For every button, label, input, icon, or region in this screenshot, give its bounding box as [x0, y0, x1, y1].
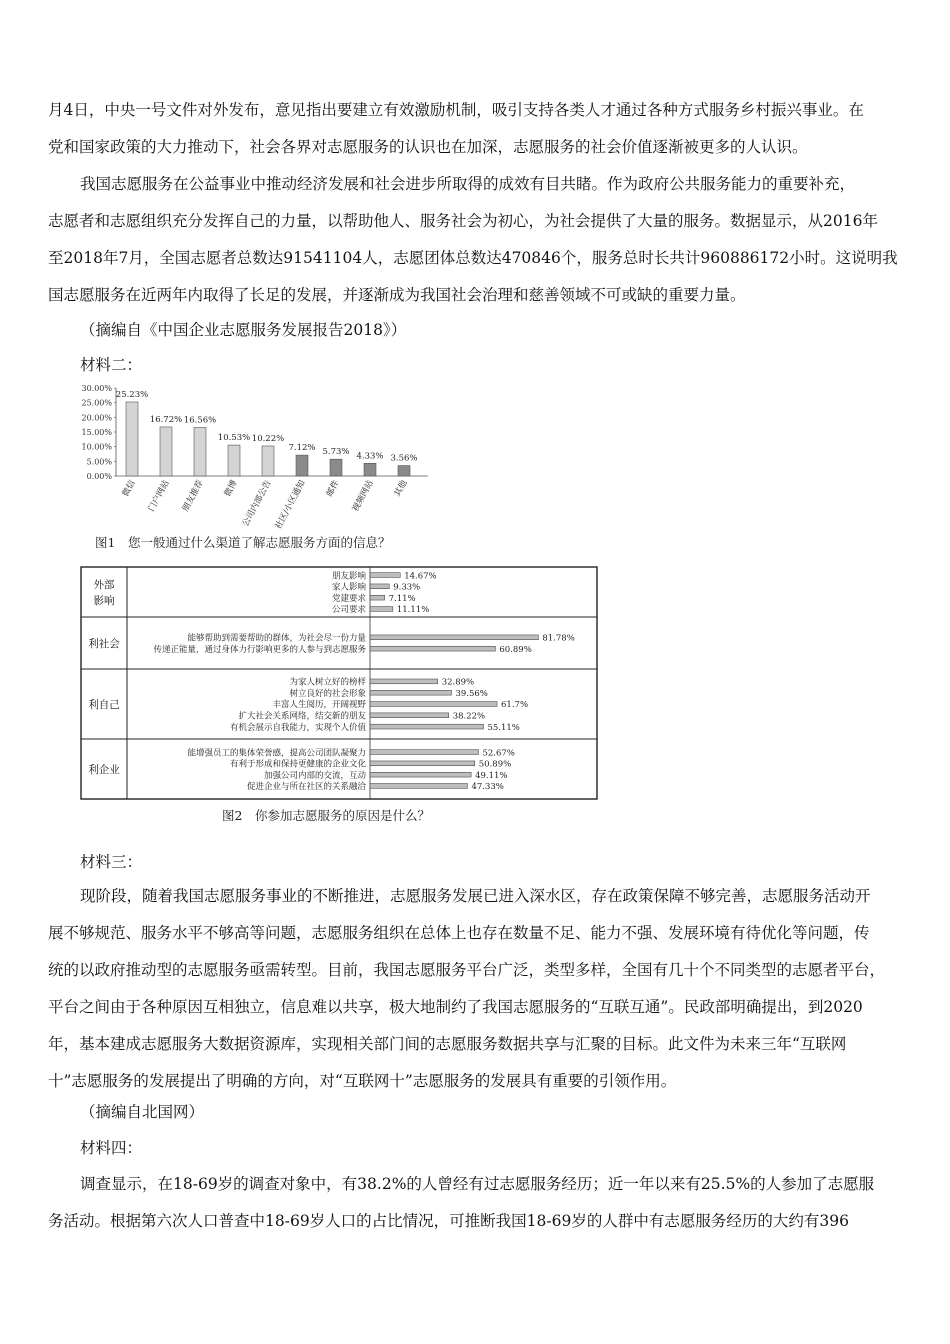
bar-value-label: 4.33% — [356, 451, 384, 462]
item-label: 扩大社会关系网络，结交新的朋友 — [238, 711, 366, 722]
bar — [364, 463, 376, 476]
text-line: 党和国家政策的大力推动下，社会各界对志愿服务的认识也在加深，志愿服务的社会价值逐渐被更多的人认识。 — [48, 138, 808, 156]
bar — [126, 402, 138, 476]
bar-value-label: 61.7% — [501, 700, 529, 711]
text-line: 现阶段，随着我国志愿服务事业的不断推进，志愿服务发展已进入深水区，存在政策保障不够完善，志愿服务活动开 — [80, 887, 871, 905]
bar — [370, 635, 538, 640]
bar — [330, 459, 342, 476]
bar-value-label: 16.56% — [183, 415, 217, 426]
text-line: 调查显示，在18-69岁的调查对象中，有38.2%的人曾经有过志愿服务经历；近一年以来有25.5%的人参加了志愿服 — [80, 1175, 875, 1193]
bar-value-label: 50.89% — [478, 759, 512, 770]
bar-value-label: 38.22% — [452, 711, 486, 722]
item-label: 家人影响 — [331, 582, 366, 593]
bar — [370, 595, 385, 600]
text-line: 至2018年7月，全国志愿者总数达91541104人，志愿团体总数达470846个，服务总时长共计960886172小时。这说明我 — [48, 249, 898, 267]
bar-value-label: 10.22% — [251, 434, 285, 445]
text-line: 平台之间由于各种原因互相独立，信息难以共享，极大地制约了我国志愿服务的“互联互通”。民政部明确提出，到2020 — [48, 998, 863, 1016]
figure-1-bar-chart — [70, 378, 430, 538]
group-label: 利企业 — [88, 764, 120, 776]
text-line: 统的以政府推动型的志愿服务亟需转型。目前，我国志愿服务平台广泛，类型多样，全国有几十个不同类型的志愿者平台， — [48, 961, 886, 979]
group-label: 利社会 — [88, 638, 120, 650]
bar — [370, 772, 471, 777]
paragraph-platforms — [48, 878, 904, 1100]
figure-2-caption: 图2 你参加志愿服务的原因是什么？ — [222, 808, 430, 823]
item-label: 加强公司内部的交流，互动 — [263, 770, 366, 781]
item-label: 为家人树立好的榜样 — [289, 677, 366, 688]
y-tick-label: 5.00% — [86, 457, 112, 467]
bar-value-label: 9.33% — [393, 582, 421, 593]
item-label: 促进企业与所在社区的关系融洽 — [246, 782, 366, 793]
y-tick-label: 30.00% — [81, 384, 112, 393]
x-tick-label: 朋友推荐 — [180, 478, 206, 514]
bar-value-label: 81.78% — [542, 633, 575, 644]
item-label: 有机会展示自我能力，实现个人价值 — [229, 722, 366, 733]
y-tick-label: 0.00% — [86, 472, 112, 481]
item-label: 树立良好的社会形象 — [289, 688, 366, 699]
material-3-heading: 材料三： — [80, 853, 143, 871]
figure-1-caption: 图1 您一般通过什么渠道了解志愿服务方面的信息？ — [95, 535, 391, 550]
bar-value-label: 60.89% — [499, 644, 532, 655]
bar — [398, 466, 410, 476]
text-line: 展不够规范、服务水平不够高等问题，志愿服务组织在总体上也存在数量不足、能力不强、发展环境有待优化等问题，传 — [48, 924, 870, 942]
bar — [370, 750, 478, 755]
bar — [228, 445, 240, 476]
text-line: 年，基本建成志愿服务大数据资源库，实现相关部门间的志愿服务数据共享与汇聚的目标。此文件为未来三年“互联网 — [48, 1035, 847, 1053]
bar — [370, 607, 393, 612]
text-line: 国志愿服务在近两年内取得了长足的发展，并逐渐成为我国社会治理和慈善领域不可或缺的重要力量。 — [48, 286, 746, 304]
x-tick-label: 社区/小区通知 — [273, 478, 308, 531]
bar — [370, 690, 451, 695]
item-label: 公司要求 — [331, 605, 366, 616]
y-tick-label: 20.00% — [81, 413, 112, 423]
item-label: 党建要求 — [331, 593, 366, 604]
bar-value-label: 47.33% — [471, 782, 504, 793]
y-tick-label: 10.00% — [81, 442, 112, 452]
text-line: 务活动。根据第六次人口普查中18-69岁人口的占比情况，可推断我国18-69岁的人群中有志愿服务经历的大约有396 — [48, 1212, 849, 1230]
bar-value-label: 10.53% — [217, 433, 251, 444]
bar-value-label: 49.11% — [475, 770, 508, 781]
source-citation-3: （摘编自北国网） — [80, 1103, 205, 1121]
y-tick-label: 25.00% — [81, 398, 112, 408]
text-line: 月4日，中央一号文件对外发布，意见指出要建立有效激励机制，吸引支持各类人才通过各种方式服务乡村振兴事业。在 — [48, 101, 864, 119]
paragraph-survey — [48, 1166, 904, 1240]
bar — [370, 573, 400, 578]
x-tick-label: 其他 — [392, 478, 410, 499]
bar — [370, 761, 475, 766]
bar — [194, 427, 206, 476]
bar-value-label: 3.56% — [390, 453, 418, 464]
item-label: 传递正能量，通过身体力行影响更多的人参与到志愿服务 — [153, 644, 366, 655]
bar-value-label: 25.23% — [115, 389, 149, 400]
material-4-heading: 材料四： — [80, 1139, 143, 1157]
bar — [160, 427, 172, 476]
bar — [370, 724, 483, 729]
figure-2-bar-chart — [78, 564, 600, 802]
bar — [262, 446, 274, 476]
y-tick-label: 15.00% — [81, 428, 112, 437]
group-label: 利自己 — [88, 699, 120, 711]
text-line: 志愿者和志愿组织充分发挥自己的力量，以帮助他人、服务社会为初心，为社会提供了大量的服务。数据显示，从2016年 — [48, 212, 878, 230]
bar-value-label: 32.89% — [441, 677, 475, 688]
source-citation-1: （摘编自《中国企业志愿服务发展报告2018》） — [80, 321, 407, 339]
bar-value-label: 55.11% — [487, 722, 520, 733]
bar-value-label: 11.11% — [396, 605, 430, 616]
x-tick-label: 微博 — [222, 478, 240, 499]
item-label: 有利于形成和保持更健康的企业文化 — [229, 759, 366, 770]
paragraph-policy — [48, 92, 904, 166]
bar — [370, 646, 495, 651]
bar — [296, 455, 308, 476]
item-label: 能够帮助到需要帮助的群体，为社会尽一份力量 — [187, 633, 366, 644]
x-tick-label: 门户网站 — [146, 478, 172, 514]
x-tick-label: 公司内部公告 — [240, 478, 274, 529]
bar-value-label: 39.56% — [455, 688, 488, 699]
bar-value-label: 7.12% — [288, 443, 316, 454]
bar — [370, 584, 389, 589]
bar — [370, 702, 497, 707]
paragraph-achievements — [48, 166, 904, 314]
material-2-heading: 材料二： — [80, 356, 143, 374]
bar-value-label: 16.72% — [149, 414, 183, 425]
item-label: 能增强员工的集体荣誉感，提高公司团队凝聚力 — [187, 748, 366, 759]
bar-value-label: 14.67% — [404, 571, 437, 582]
group-label: 外部 — [93, 579, 115, 591]
bar — [370, 784, 467, 789]
x-tick-label: 视频网站 — [350, 478, 376, 514]
x-tick-label: 微信 — [120, 478, 138, 499]
item-label: 朋友影响 — [331, 571, 366, 582]
text-line: 我国志愿服务在公益事业中推动经济发展和社会进步所取得的成效有目共睹。作为政府公共服务能力的重要补充， — [80, 175, 856, 193]
bar — [370, 713, 449, 718]
bar-value-label: 52.67% — [482, 748, 515, 759]
x-tick-label: 邮件 — [324, 478, 342, 499]
item-label: 丰富人生阅历，开阔视野 — [272, 700, 366, 711]
bar-value-label: 5.73% — [322, 447, 350, 458]
bar-value-label: 7.11% — [388, 593, 416, 604]
group-label: 影响 — [93, 595, 115, 607]
bar — [370, 679, 438, 684]
text-line: 十”志愿服务的发展提出了明确的方向，对“互联网十”志愿服务的发展具有重要的引领作用。 — [48, 1072, 677, 1090]
